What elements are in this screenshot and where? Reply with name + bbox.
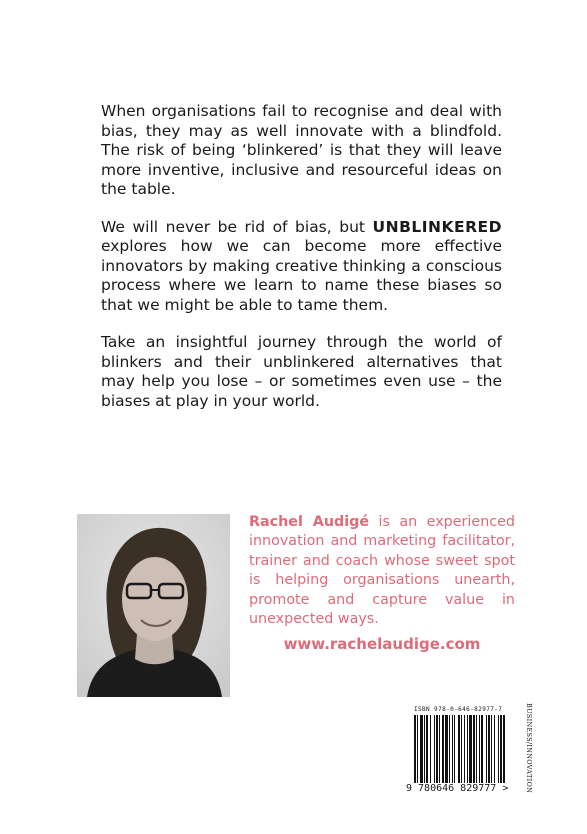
author-photo: [77, 514, 230, 697]
book-title-inline: UNBLINKERED: [372, 217, 502, 236]
back-cover-blurb: [101, 102, 502, 429]
isbn-label: ISBN 978-0-646-82977-7: [414, 706, 503, 713]
category-label: BUSINESS/INNOVATION: [525, 703, 533, 794]
author-bio: [249, 513, 515, 629]
blurb-paragraph-2-start: We will never be rid of bias, but: [101, 217, 373, 236]
blurb-paragraph-2-end: explores how we can become more effective innovators by making creative thinking a conscious process where we learn to name these biases so that we might be able to tame them.: [101, 237, 502, 314]
blurb-paragraph-2: [101, 218, 502, 316]
barcode-bars: [414, 715, 514, 783]
isbn-digits: 9 780646 829777 >: [406, 783, 509, 794]
blurb-paragraph-3: Take an insightful journey through the world of blinkers and their unblinkered alternatives that may help you lose – or sometimes even use – the biases at play in your world.: [101, 333, 502, 410]
blurb-paragraph-1: When organisations fail to recognise and deal with bias, they may as well innovate with a blindfold. The risk of being ‘blinkered’ is that they will leave more inventive, inclusive and resourceful ideas on the table.: [101, 102, 502, 198]
author-name: Rachel Audigé: [249, 514, 370, 530]
author-website[interactable]: www.rachelaudige.com: [283, 635, 481, 653]
author-bio-text: is an experienced innovation and marketing facilitator, trainer and coach whose sweet spot is helping organisations unearth, promote and capture value in unexpected ways.: [249, 514, 515, 628]
